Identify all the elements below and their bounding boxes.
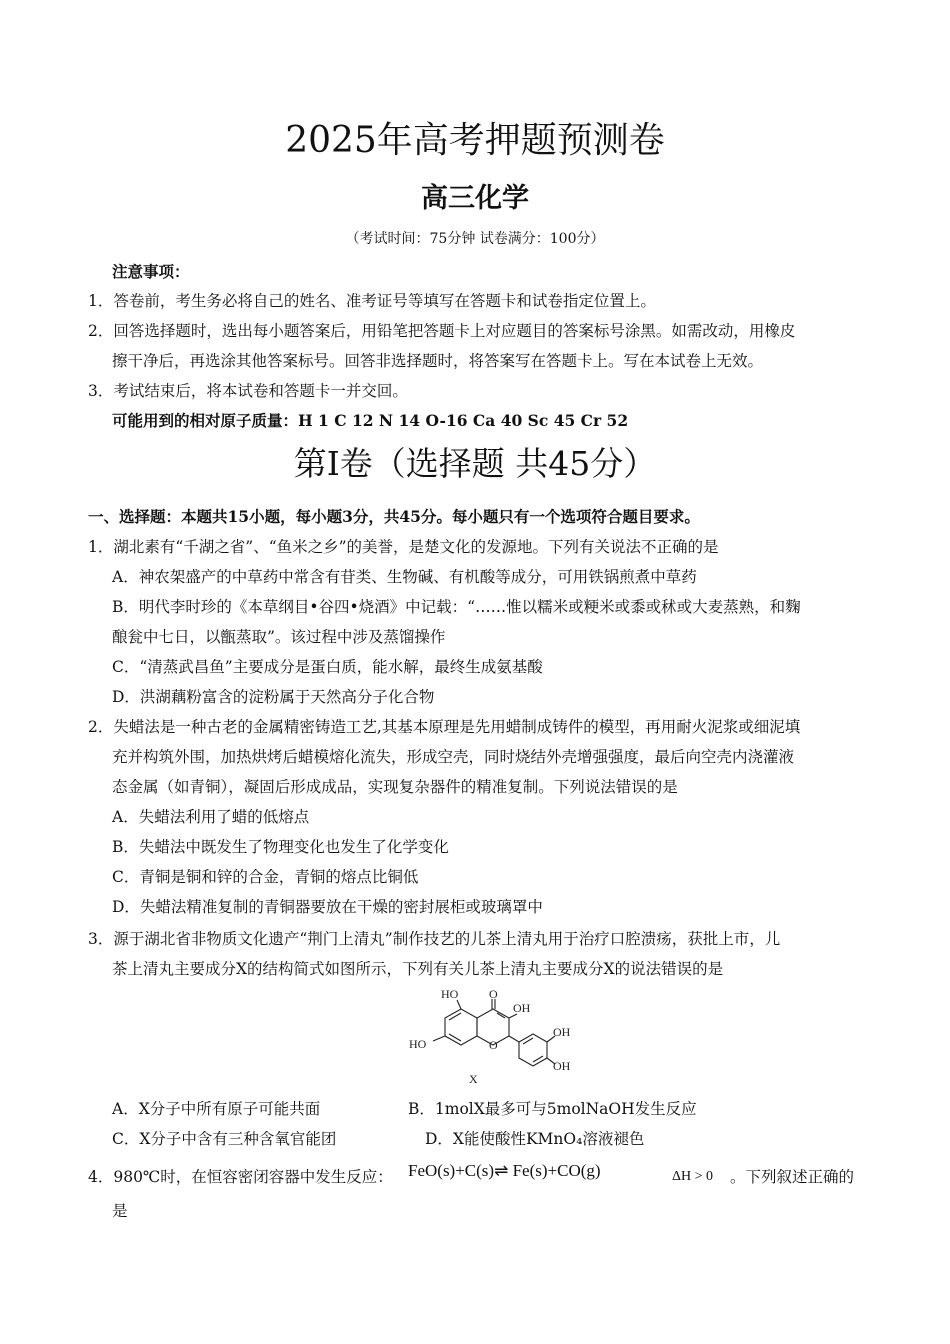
q1-option-c: C．“清蒸武昌鱼”主要成分是蛋白质，能水解，最终生成氨基酸	[112, 658, 543, 676]
figure-label-ring-o: O	[489, 1038, 498, 1052]
q2-option-c: C．青铜是铜和锌的合金，青铜的熔点比铜低	[112, 868, 419, 886]
q2-option-b: B．失蜡法中既发生了物理变化也发生了化学变化	[112, 838, 449, 856]
q2-stem-cont: 充并构筑外围，加热烘烤后蜡模熔化流失，形成空壳，同时烧结外壳增强强度，最后向空壳内浇灌液	[112, 748, 795, 766]
note-item: 2．回答选择题时，选出每小题答案后，用铅笔把答题卡上对应题目的答案标号涂黑。如需改动，用橡皮	[88, 322, 796, 340]
figure-label-ho: HO	[441, 987, 459, 1001]
q4-stem-cont: 。下列叙述正确的	[730, 1168, 855, 1186]
q1-option-b-cont: 酿瓮中七日，以甑蒸取”。该过程中涉及蒸馏操作	[112, 628, 446, 646]
q3-option-c: C．X分子中含有三种含氧官能团	[112, 1130, 337, 1148]
q2-option-d: D．失蜡法精准复制的青铜器要放在干燥的密封展柜或玻璃罩中	[112, 898, 543, 916]
note-item: 3．考试结束后，将本试卷和答题卡一并交回。	[88, 382, 408, 400]
notes-heading: 注意事项：	[112, 262, 190, 281]
q2-stem-cont: 态金属（如青铜），凝固后形成成品，实现复杂器件的精准复制。下列说法错误的是	[112, 778, 678, 796]
exam-info: （考试时间：75分钟 试卷满分：100分）	[345, 231, 605, 247]
q3-option-a: A．X分子中所有原子可能共面	[112, 1100, 321, 1118]
q4-stem: 4．980℃时，在恒容密闭容器中发生反应：	[88, 1168, 393, 1186]
q1-option-a: A．神农架盛产的中草药中常含有苷类、生物碱、有机酸等成分，可用铁锅煎煮中草药	[112, 568, 697, 586]
q3-stem-cont: 茶上清丸主要成分X的结构简式如图所示，下列有关儿茶上清丸主要成分X的说法错误的是	[112, 960, 724, 978]
section-title: 第Ⅰ卷（选择题 共45分）	[293, 444, 657, 483]
atomic-masses: 可能用到的相对原子质量：H 1 C 12 N 14 O-16 Ca 40 Sc 45 Cr 52	[112, 411, 629, 430]
q2-option-a: A．失蜡法利用了蜡的低熔点	[112, 808, 310, 826]
q3-stem: 3．源于湖北省非物质文化遗产“荆门上清丸”制作技艺的儿茶上清丸用于治疗口腔溃疡，获批上市，儿	[88, 930, 781, 948]
exam-title: 2025年高考押题预测卷	[285, 120, 665, 161]
figure-label-ho: HO	[409, 1037, 427, 1051]
figure-label-oh: OH	[553, 1025, 571, 1039]
exam-subtitle: 高三化学	[421, 183, 529, 214]
q1-option-d: D．洪湖藕粉富含的淀粉属于天然高分子化合物	[112, 688, 435, 706]
q3-option-b: B．1molX最多可与5molNaOH发生反应	[408, 1100, 697, 1118]
figure-label-oh: OH	[553, 1059, 571, 1073]
q4-equation: FeO(s)+C(s)⇌ Fe(s)+CO(g)	[408, 1161, 601, 1180]
q2-stem: 2．失蜡法是一种古老的金属精密铸造工艺,其基本原理是先用蜡制成铸件的模型，再用耐火泥浆或细泥填	[88, 718, 801, 736]
figure-caption: X	[469, 1072, 478, 1086]
figure-label-oh: OH	[513, 1001, 531, 1015]
q1-stem: 1．湖北素有“千湖之省”、“鱼米之乡”的美誉，是楚文化的发源地。下列有关说法不正确的是	[88, 538, 719, 556]
section-instruction: 一、选择题：本题共15小题，每小题3分，共45分。每小题只有一个选项符合题目要求。	[88, 507, 700, 526]
figure-label-o: O	[489, 987, 498, 1001]
note-item: 1．答卷前，考生务必将自己的姓名、准考证号等填写在答题卡和试卷指定位置上。	[88, 292, 656, 310]
q4-enthalpy-condition: ΔH > 0	[672, 1169, 714, 1184]
q4-stem-end: 是	[112, 1202, 128, 1220]
q1-option-b: B．明代李时珍的《本草纲目•谷四•烧酒》中记载：“……惟以糯米或粳米或黍或秫或大麦蒸熟，和麴	[112, 598, 801, 616]
q3-option-d: D．X能使酸性KMnO₄溶液褪色	[425, 1130, 645, 1148]
molecule-structure-figure	[405, 986, 575, 1086]
note-item-cont: 擦干净后，再选涂其他答案标号。回答非选择题时，将答案写在答题卡上。写在本试卷上无效。	[112, 352, 764, 370]
